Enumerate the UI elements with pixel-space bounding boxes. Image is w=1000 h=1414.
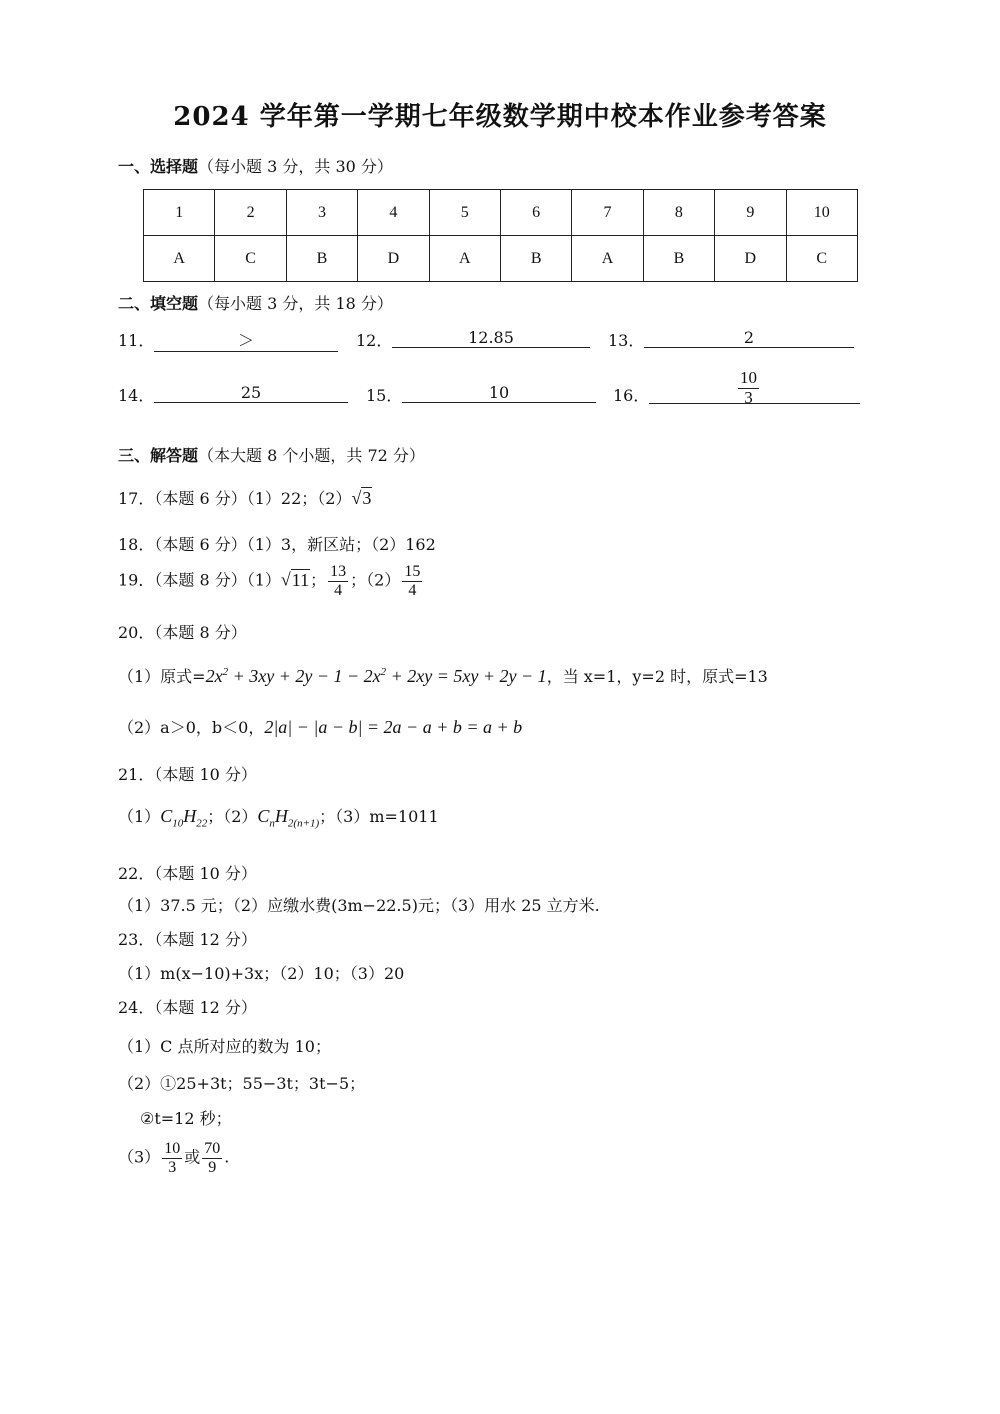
question-label: 13． bbox=[608, 331, 645, 350]
section-title: 二、填空题 bbox=[118, 294, 199, 313]
question-number-cell: 7 bbox=[572, 190, 643, 236]
answer-text: 17．（本题 6 分）（1）22；（2） bbox=[118, 489, 352, 508]
q18-answer: 18．（本题 6 分）（1）3，新区站；（2）162 bbox=[118, 535, 436, 554]
answer-text: ；（3）m=1011 bbox=[319, 807, 439, 826]
answer-cell: B bbox=[500, 236, 571, 282]
question-label: 15． bbox=[366, 386, 403, 405]
page-title: 2024 学年第一学期七年级数学期中校本作业参考答案 bbox=[173, 102, 827, 132]
answer-text: （3） bbox=[118, 1147, 161, 1167]
q24-part2b: ②t=12 秒； bbox=[140, 1109, 232, 1128]
separator: ； bbox=[310, 570, 327, 590]
numerator: 70 bbox=[204, 1140, 221, 1157]
fraction-answer bbox=[738, 369, 759, 407]
question-number-cell: 3 bbox=[286, 190, 357, 236]
answer-cell: A bbox=[572, 236, 643, 282]
question-number-cell: 1 bbox=[144, 190, 215, 236]
q19-answer bbox=[118, 563, 424, 599]
q22-answer: （1）37.5 元；（2）应缴水费(3m−22.5)元；（3）用水 25 立方米. bbox=[118, 896, 600, 915]
answer-text: . bbox=[224, 1147, 230, 1167]
choice-answer-table bbox=[143, 189, 858, 282]
fill-q14 bbox=[118, 383, 358, 407]
q20-header: 20．（本题 8 分） bbox=[118, 623, 247, 642]
sqrt-expression: √11 bbox=[280, 569, 310, 590]
answer-cell: C bbox=[215, 236, 286, 282]
fraction bbox=[162, 1140, 182, 1176]
answer-text: 19．（本题 8 分）（1） bbox=[118, 570, 281, 590]
question-number-cell: 6 bbox=[500, 190, 571, 236]
answer-cell: B bbox=[643, 236, 714, 282]
fill-q13 bbox=[608, 328, 858, 352]
question-number-row bbox=[144, 190, 858, 236]
section-note: （本大题 8 个小题，共 72 分） bbox=[198, 446, 425, 465]
fill-q11 bbox=[118, 328, 348, 352]
question-label: 12． bbox=[356, 331, 393, 350]
denominator: 3 bbox=[744, 387, 753, 407]
fraction bbox=[328, 563, 348, 599]
fill-q12 bbox=[356, 328, 596, 352]
math-expression: 2|a| − |a − b| = 2a − a + b = a + b bbox=[264, 717, 523, 737]
answer-blank: 25 bbox=[154, 383, 348, 403]
answer-cell: D bbox=[358, 236, 429, 282]
answer-blank: 2 bbox=[644, 328, 854, 348]
answer-text: （2）a＞0，b＜0， bbox=[118, 718, 265, 737]
answer-text: ，当 x=1，y=2 时，原式=13 bbox=[546, 667, 768, 686]
q24-header: 24．（本题 12 分） bbox=[118, 998, 257, 1017]
radicand: 3 bbox=[362, 488, 372, 508]
section-heading-fill bbox=[118, 291, 393, 314]
answer-text: 或 bbox=[184, 1147, 201, 1167]
answer-cell: A bbox=[429, 236, 500, 282]
denominator: 9 bbox=[208, 1158, 217, 1176]
numerator: 15 bbox=[404, 563, 421, 580]
q23-answer: （1）m(x−10)+3x；（2）10；（3）20 bbox=[118, 964, 405, 983]
answer-cell: D bbox=[715, 236, 786, 282]
fill-q15 bbox=[366, 383, 606, 407]
question-number-cell: 5 bbox=[429, 190, 500, 236]
answer-cell: B bbox=[286, 236, 357, 282]
question-label: 16． bbox=[613, 386, 650, 405]
section-title: 一、选择题 bbox=[118, 157, 199, 176]
denominator: 4 bbox=[408, 581, 417, 599]
answer-row bbox=[144, 236, 858, 282]
question-number-cell: 10 bbox=[786, 190, 857, 236]
q24-part3 bbox=[118, 1140, 229, 1176]
answer-cell: A bbox=[144, 236, 215, 282]
question-label: 14． bbox=[118, 386, 155, 405]
q24-part1: （1）C 点所对应的数为 10； bbox=[118, 1037, 331, 1056]
answer-text: （1） bbox=[118, 807, 161, 826]
formula-cnh2n: $C_nH_{2(n+1)}$ bbox=[257, 806, 320, 830]
question-number-cell: 8 bbox=[643, 190, 714, 236]
answer-blank: ＞ bbox=[154, 328, 338, 352]
section-note: （每小题 3 分，共 30 分） bbox=[198, 157, 393, 176]
sqrt-expression: √3 bbox=[351, 488, 372, 508]
numerator: 13 bbox=[330, 563, 347, 580]
q21-answer bbox=[118, 804, 439, 830]
numerator: 10 bbox=[740, 368, 757, 387]
q21-header: 21．（本题 10 分） bbox=[118, 765, 257, 784]
q24-part2: （2）①25+3t；55−3t；3t−5； bbox=[118, 1074, 366, 1093]
q20-part1 bbox=[118, 664, 768, 687]
answer-cell: C bbox=[786, 236, 857, 282]
question-number-cell: 9 bbox=[715, 190, 786, 236]
q22-header: 22．（本题 10 分） bbox=[118, 864, 257, 883]
math-expression: $2x^2 + 3xy + 2y - 1 - 2x^2 + 2xy = 5xy + 2y - 1$ bbox=[205, 666, 547, 686]
answer-text: ；（2） bbox=[207, 807, 258, 826]
denominator: 4 bbox=[334, 581, 343, 599]
answer-text: （1）原式= bbox=[118, 667, 206, 686]
formula-c10h22: $C_{10}H_{22}$ bbox=[160, 806, 208, 830]
answer-blank: 12.85 bbox=[392, 328, 590, 348]
section-note: （每小题 3 分，共 18 分） bbox=[198, 294, 393, 313]
question-number-cell: 4 bbox=[358, 190, 429, 236]
fraction bbox=[402, 563, 422, 599]
radicand: 11 bbox=[291, 569, 310, 590]
section-heading-choice bbox=[118, 154, 393, 177]
q17-answer bbox=[118, 486, 372, 509]
q23-header: 23．（本题 12 分） bbox=[118, 930, 257, 949]
fraction bbox=[202, 1140, 222, 1176]
separator: ；（2） bbox=[350, 570, 401, 590]
answer-blank: 10 bbox=[402, 383, 596, 403]
question-number-cell: 2 bbox=[215, 190, 286, 236]
denominator: 3 bbox=[168, 1158, 177, 1176]
numerator: 10 bbox=[164, 1140, 181, 1157]
question-label: 11． bbox=[118, 331, 155, 350]
section-heading-solution bbox=[118, 443, 425, 466]
section-title: 三、解答题 bbox=[118, 446, 199, 465]
fill-q16 bbox=[613, 368, 873, 407]
q20-part2 bbox=[118, 715, 522, 738]
